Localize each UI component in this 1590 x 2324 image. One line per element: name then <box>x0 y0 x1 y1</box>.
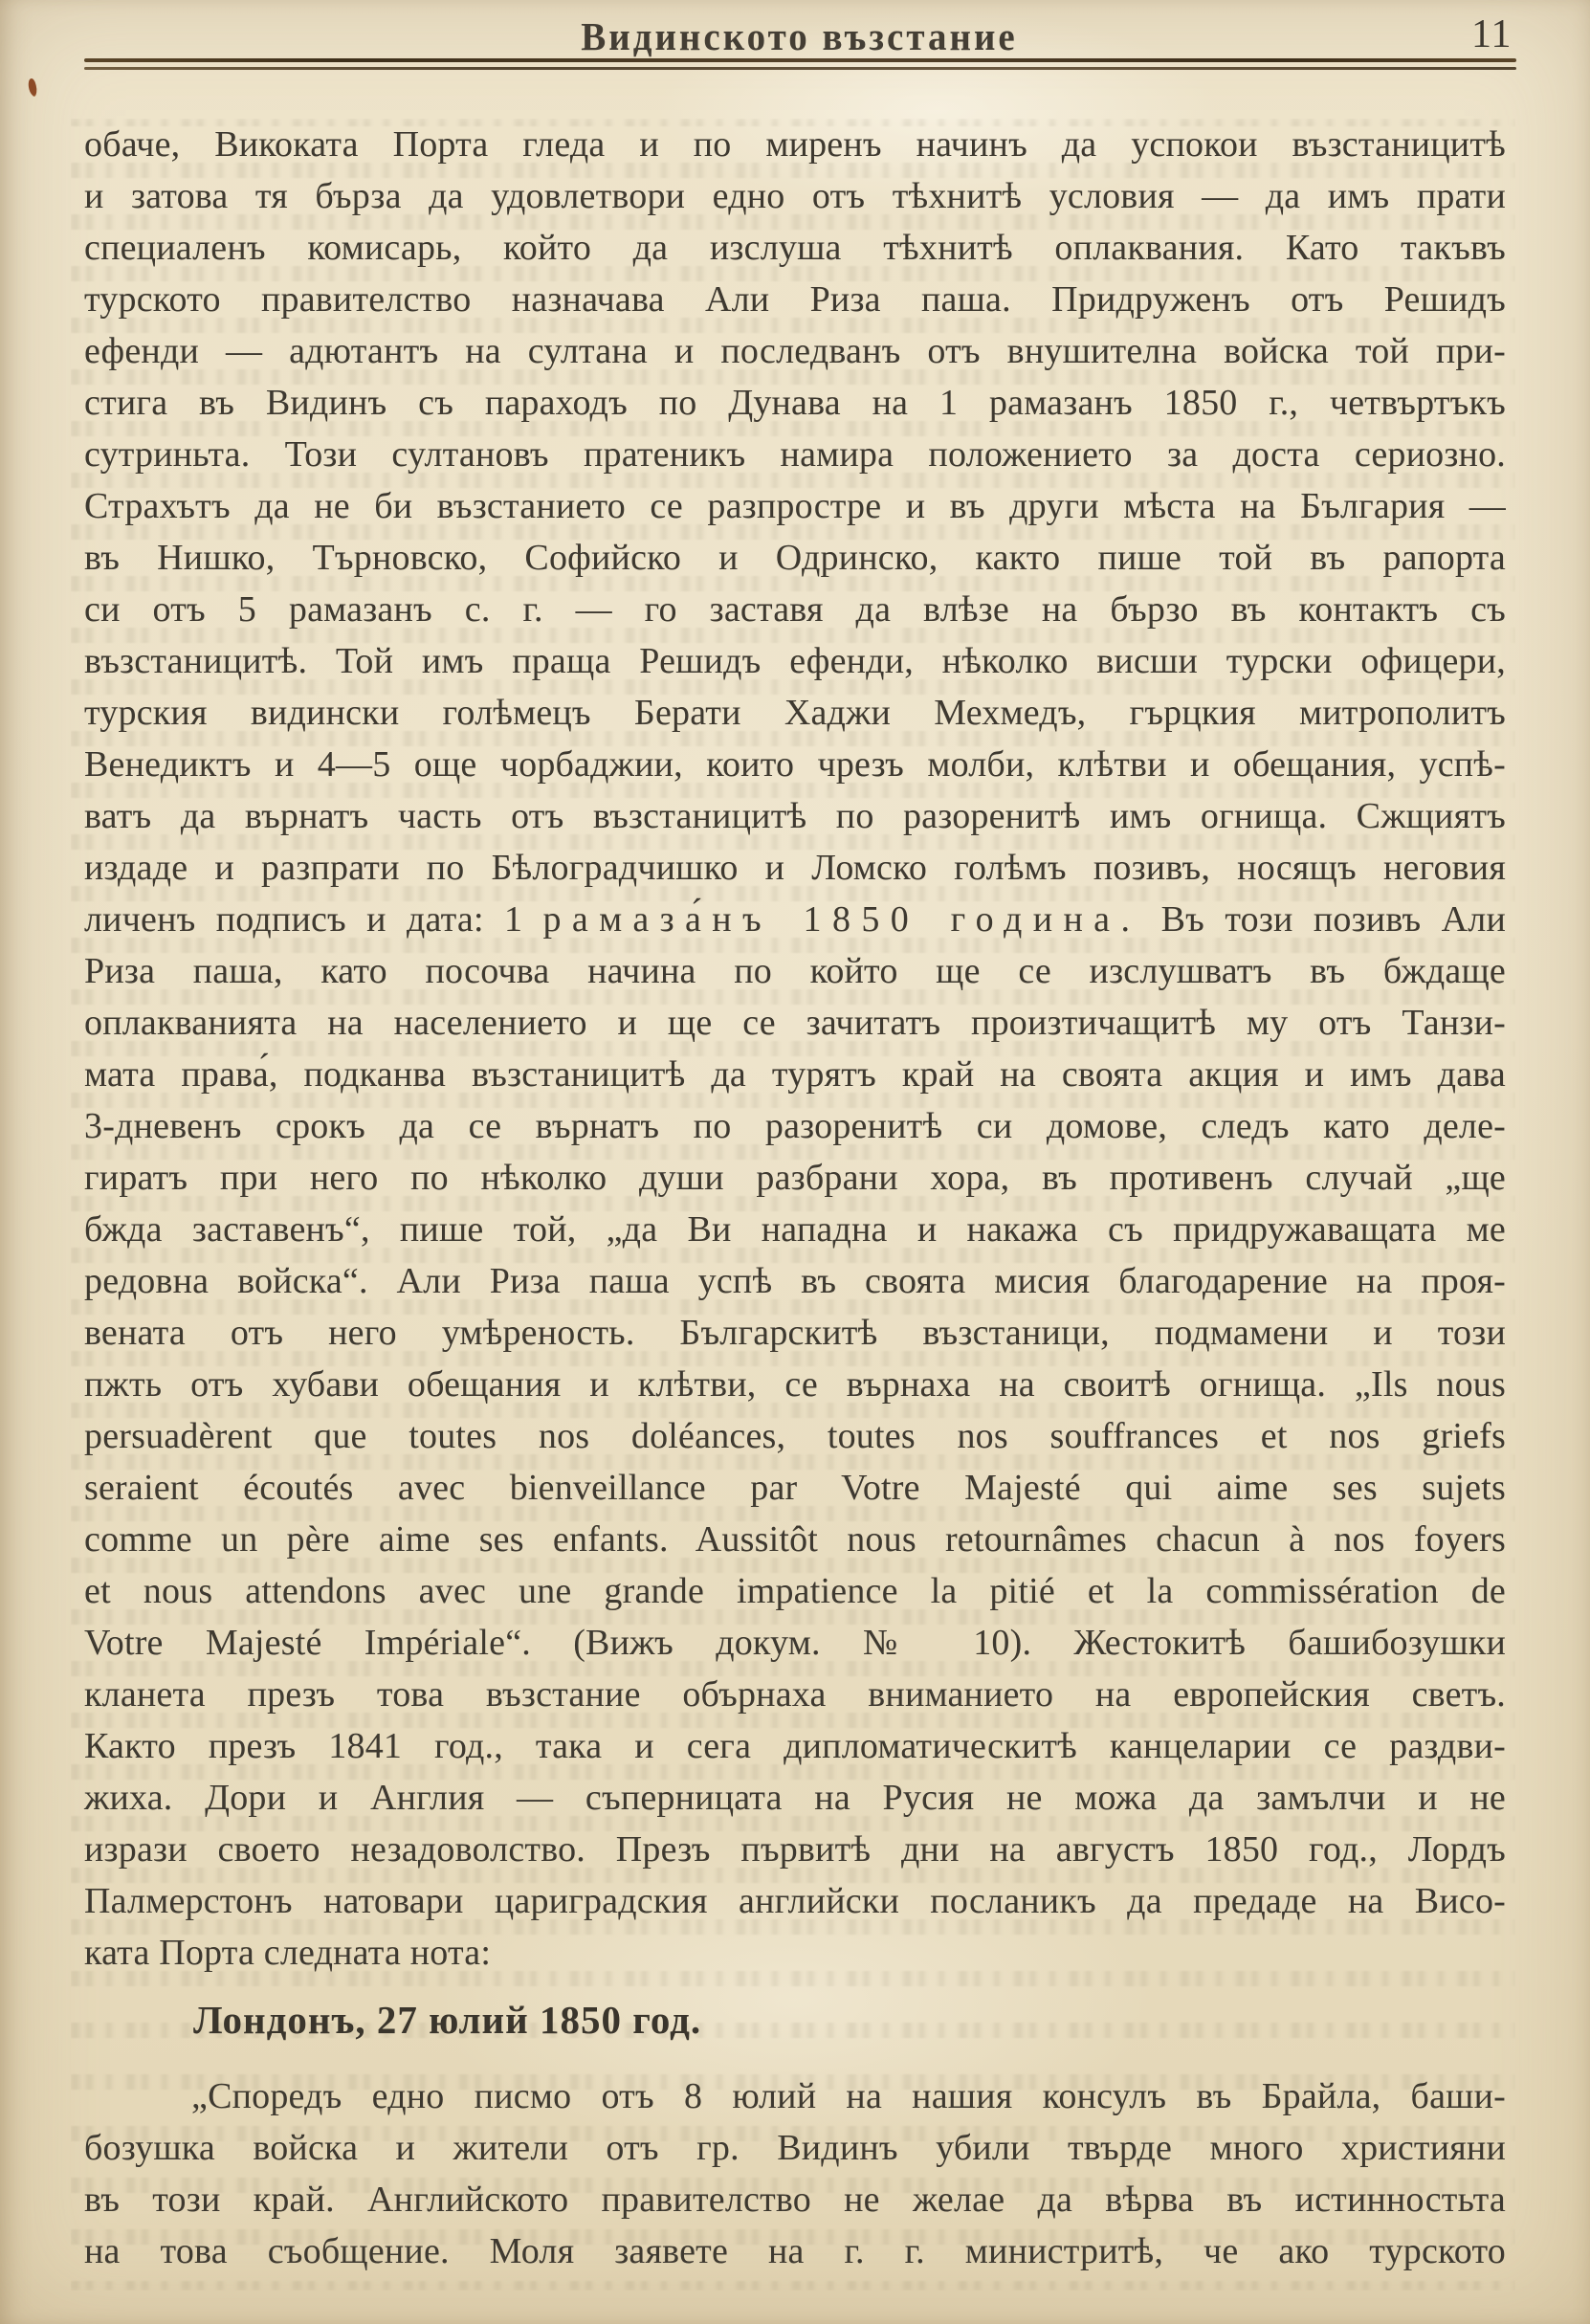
text-line: обаче, Викоката Порта гледа и по миренъ начинъ да успокои възстаницитѣ <box>84 124 1506 165</box>
text-segment: личенъ подписъ и дата: 1 <box>84 899 523 940</box>
page-body <box>84 119 1506 1979</box>
text-line: пжть отъ хубави обещания и клѣтви, се върнаха на своитѣ огнища. „Ils nous <box>84 1364 1506 1405</box>
text-segment-spaced: рамаза́нъ 1850 година. <box>542 899 1141 940</box>
text-line: бжда заставенъ“, пише той, „да Ви нападна и накажа съ придружаващата ме <box>84 1209 1506 1250</box>
text-line: ката Порта следната нота: <box>84 1933 492 1973</box>
text-line: гиратъ при него по нѣколко души разбрани хора, въ противенъ случай „ще <box>84 1158 1506 1198</box>
text-line: стига въ Видинъ съ параходъ по Дунава на 1 рамазанъ 1850 г., четвъртъкъ <box>84 383 1506 423</box>
text-line-french: et nous attendons avec une grande impatience la pitié et la commissération de <box>84 1571 1506 1611</box>
text-line: възстаницитѣ. Той имъ праща Решидъ ефенди, нѣколко висши турски офицери, <box>84 641 1506 681</box>
text-line: мата права́, подканва възстаницитѣ да турятъ край на своята акция и имъ дава <box>84 1054 1506 1095</box>
text-line: редовна войска“. Али Риза паша успѣ въ своята мисия благодарение на проя- <box>84 1261 1506 1301</box>
text-line: оплакванията на населението и ще се зачитатъ произтичащитѣ му отъ Танзи- <box>84 1003 1506 1043</box>
text-line: 3-дневенъ срокъ да се върнатъ по разоренитѣ си домове, следъ като деле- <box>84 1106 1506 1146</box>
text-line: жиха. Дори и Англия — съперницата на Русия не можа да замълчи и не <box>84 1778 1506 1818</box>
text-line-french: persuadèrent que toutes nos doléances, toutes nos souffrances et nos griefs <box>84 1416 1506 1456</box>
note-dateline: Лондонъ, 27 юлий 1850 год. <box>193 1998 702 2042</box>
text-line: ефенди — адютантъ на султана и последванъ отъ внушителна войска той при- <box>84 331 1506 371</box>
text-line: турския видински голѣмецъ Берати Хаджи Мехмедъ, гърцкия митрополитъ <box>84 693 1506 733</box>
text-line: и затова тя бърза да удовлетвори едно отъ тѣхнитѣ условия — да имъ прати <box>84 176 1506 216</box>
text-line: Както презъ 1841 год., така и сега дипломатическитѣ канцеларии се раздви- <box>84 1726 1506 1766</box>
page-number: 11 <box>1471 12 1513 56</box>
text-line: си отъ 5 рамазанъ с. г. — го заставя да влѣзе на бързо въ контактъ съ <box>84 589 1506 630</box>
text-line: турското правителство назначава Али Риза паша. Придруженъ отъ Решидъ <box>84 279 1506 320</box>
text-segment: Въ този позивъ Али <box>1160 899 1507 940</box>
text-line: кланета презъ това възстание обърнаха вниманието на европейския светъ. <box>84 1674 1506 1715</box>
text-line: издаде и разпрати по Бѣлоградчишко и Ломско голѣмъ позивъ, носящъ неговия <box>84 848 1506 888</box>
note-paragraph <box>84 2070 1506 2277</box>
text-line: Венедиктъ и 4—5 още чорбаджии, които чрезъ молби, клѣтви и обещания, успѣ- <box>84 744 1506 785</box>
text-line: изрази своето незадоволство. Презъ първитѣ дни на августъ 1850 год., Лордъ <box>84 1829 1506 1870</box>
text-line: Votre Majesté Impériale“. (Вижъ докум. № 10). Жестокитѣ башибозушки <box>84 1623 1506 1663</box>
text-line: ватъ да върнатъ часть отъ възстаницитѣ по разоренитѣ имъ огнища. Сжщиятъ <box>84 796 1506 836</box>
text-line: въ Нишко, Търновско, Софийско и Одринско, както пише той въ рапорта <box>84 538 1506 578</box>
header-rule-bottom <box>84 67 1516 70</box>
running-title: Видинското възстание <box>581 14 1018 59</box>
header-rule <box>84 58 1516 70</box>
text-line: сутриньта. Този султановъ пратеникъ намира положението за доста сериозно. <box>84 434 1506 475</box>
text-line: вената отъ него умѣреность. Българскитѣ възстаници, подмамени и този <box>84 1313 1506 1353</box>
header-rule-top <box>84 58 1516 62</box>
text-line: въ този край. Английското правителство не желае да вѣрва въ истинностьта <box>84 2180 1506 2220</box>
text-line: „Споредъ едно писмо отъ 8 юлий на нашия консулъ въ Брайла, баши- <box>191 2076 1506 2116</box>
text-line: специаленъ комисарь, който да изслуша тѣхнитѣ оплаквания. Като такъвъ <box>84 228 1506 268</box>
text-line: Страхътъ да не би възстанието се разпростре и въ други мѣста на България — <box>84 486 1506 526</box>
text-line: на това съобщение. Моля заявете на г. г. министритѣ, че ако турското <box>84 2231 1506 2271</box>
text-line-french: comme un père aime ses enfants. Aussitôt nous retournâmes chacun à nos foyers <box>84 1519 1506 1560</box>
ink-speck <box>27 77 38 96</box>
text-line: Палмерстонъ натовари цариградския английски посланикъ да предаде на Висо- <box>84 1881 1506 1921</box>
text-line-french: seraient écoutés avec bienveillance par Votre Majesté qui aime ses sujets <box>84 1468 1506 1508</box>
text-line-letterspaced <box>84 894 1506 945</box>
text-line: Риза паша, като посочва начина по който ще се изслушватъ въ бждаще <box>84 951 1506 991</box>
text-line: бозушка войска и жители отъ гр. Видинъ убили твърде много християни <box>84 2128 1506 2168</box>
